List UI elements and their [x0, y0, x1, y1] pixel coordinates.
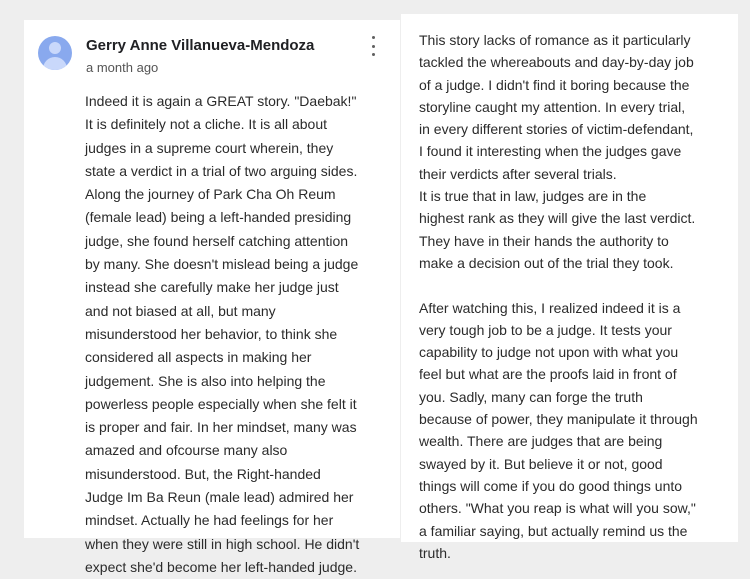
avatar-shoulders	[43, 57, 67, 70]
text-line: others. "What you reap is what will you sow,"	[419, 500, 696, 517]
more-vert-icon[interactable]	[367, 36, 379, 56]
text-line: make a decision out of the trial they took.	[419, 254, 674, 271]
comment-card	[24, 20, 400, 575]
comment-author[interactable]: Gerry Anne Villanueva-Mendoza	[86, 37, 315, 54]
text-line: Judge Im Ba Reun (male lead) admired her	[85, 489, 354, 506]
text-line: swayed by it. But believe it or not, good	[419, 455, 663, 472]
text-line: is proper and fair. In her mindset, many was	[85, 419, 357, 436]
text-line: instead she carefully make her judge just	[85, 279, 339, 296]
text-line: considered all aspects in making her	[85, 349, 312, 366]
text-line: in every different stories of victim-defendant,	[419, 121, 694, 138]
text-line: highest rank as they will give the last verdict.	[419, 210, 696, 227]
text-line: truth.	[419, 544, 451, 561]
text-line: expect she'd become her left-handed judge.	[85, 558, 357, 575]
text-line: misunderstood. But, the Right-handed	[85, 465, 321, 482]
text-line: of a judge. I didn't find it boring because the	[419, 76, 690, 93]
text-line: their verdicts after several trials.	[419, 165, 617, 182]
text-line: amazed and ofcourse many also	[85, 442, 288, 459]
text-line: judge, she found herself catching attention	[85, 232, 349, 249]
comment-continuation-body	[419, 29, 735, 564]
text-line: feel but what are the proofs laid in front of	[419, 366, 677, 383]
text-line: capability to judge not upon with what you	[419, 344, 679, 361]
text-line: They have in their hands the authority to	[419, 232, 669, 249]
text-line: and not biased at all, but many	[85, 302, 276, 319]
text-line: you. Sadly, many can forge the truth	[419, 388, 643, 405]
paragraph-gap	[419, 274, 735, 296]
text-line: a familiar saying, but actually remind us the	[419, 522, 688, 539]
text-line: This story lacks of romance as it particularly	[419, 32, 691, 48]
text-line: I found it interesting when the judges gave	[419, 143, 682, 160]
user-avatar-icon[interactable]	[38, 36, 72, 70]
text-line: powerless people especially when she felt it	[85, 395, 357, 412]
comment-continuation-card	[401, 14, 738, 561]
text-line: (female lead) being a left-handed presiding	[85, 209, 352, 226]
menu-dot	[372, 45, 375, 48]
text-line: It is true that in law, judges are in the	[419, 188, 647, 205]
menu-dot	[372, 53, 375, 56]
comment-body	[85, 90, 397, 579]
avatar-head	[49, 42, 61, 54]
text-line: After watching this, I realized indeed it is a	[419, 299, 681, 316]
text-line: when they were still in high school. He didn't	[85, 535, 360, 552]
comment-timestamp: a month ago	[86, 60, 159, 75]
text-line: judgement. She is also into helping the	[85, 372, 326, 389]
menu-dot	[372, 36, 375, 39]
text-line: Along the journey of Park Cha Oh Reum	[85, 186, 336, 203]
text-line: wealth. There are judges that are being	[419, 433, 663, 450]
text-line: Indeed it is again a GREAT story. "Daebak!"	[85, 93, 357, 109]
text-line: misunderstood her behavior, to think she	[85, 325, 338, 342]
text-line: things will come if you do good things unto	[419, 477, 683, 494]
text-line: tackled the whereabouts and day-by-day job	[419, 54, 694, 71]
text-line: state a verdict in a trial of two arguing sides.	[85, 162, 358, 179]
text-line: mindset. Actually he had feelings for her	[85, 512, 334, 529]
text-line: It is definitely not a cliche. It is all about	[85, 116, 328, 133]
text-line: because of power, they manipulate it through	[419, 411, 698, 428]
text-line: by many. She doesn't mislead being a judge	[85, 256, 359, 273]
text-line: very tough job to be a judge. It tests your	[419, 321, 672, 338]
text-line: judges in a supreme court wherein, they	[85, 139, 334, 156]
text-line: storyline caught my attention. In every trial,	[419, 98, 686, 115]
